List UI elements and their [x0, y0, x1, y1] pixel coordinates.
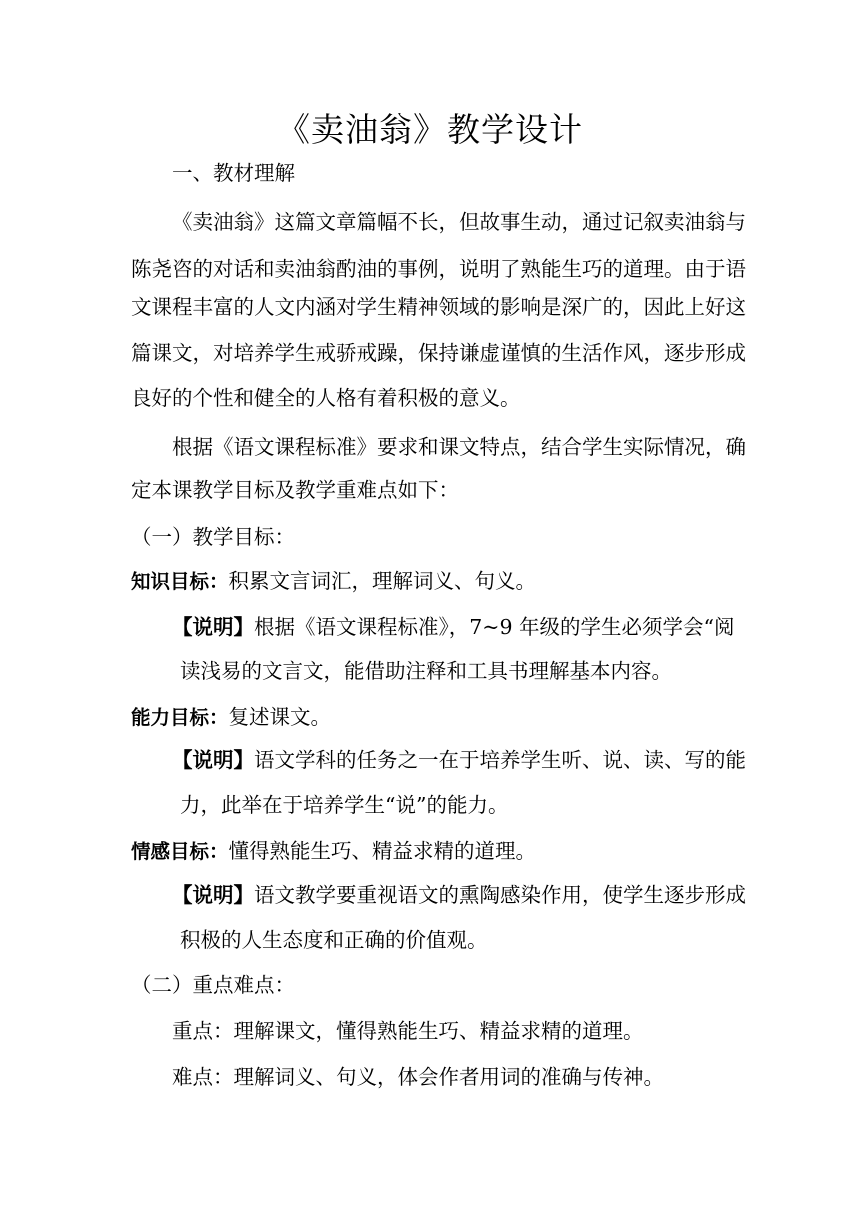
- paragraph-line: 《卖油翁》这篇文章篇幅不长，但故事生动，通过记叙卖油翁与: [172, 210, 746, 234]
- emotion-note-line: 积极的人生态度和正确的价值观。: [180, 928, 488, 952]
- emotion-goal: [131, 836, 536, 867]
- note-label: 【说明】: [172, 615, 254, 639]
- paragraph-line: 文课程丰富的人文内涵对学生精神领域的影响是深广的，因此上好这: [131, 295, 746, 319]
- knowledge-goal: [131, 566, 536, 597]
- emotion-goal-text: 懂得熟能生巧、精益求精的道理。: [228, 839, 537, 863]
- paragraph-line: 定本课教学目标及教学重难点如下：: [131, 478, 459, 502]
- subsection-heading-keypoints: （二）重点难点：: [131, 973, 295, 997]
- emotion-note-line: [172, 880, 746, 910]
- knowledge-goal-label: 知识目标：: [131, 570, 229, 593]
- knowledge-note-line: [172, 612, 735, 642]
- paragraph-line: 陈尧咨的对话和卖油翁酌油的事例，说明了熟能生巧的道理。由于语: [131, 257, 746, 281]
- knowledge-goal-text: 积累文言词汇，理解词义、句义。: [228, 569, 537, 593]
- subsection-heading-goals: （一）教学目标：: [131, 525, 295, 549]
- ability-note-line: 力，此举在于培养学生“说”的能力。: [180, 793, 509, 817]
- note-text: 根据《语文课程标准》，7~9 年级的学生必须学会“阅: [254, 615, 735, 639]
- note-text: 语文学科的任务之一在于培养学生听、说、读、写的能: [254, 748, 746, 772]
- key-point: 重点：理解课文，懂得熟能生巧、精益求精的道理。: [172, 1019, 644, 1043]
- emotion-goal-label: 情感目标：: [131, 840, 229, 863]
- document-title: 《卖油翁》教学设计: [277, 110, 583, 149]
- ability-note-line: [172, 745, 746, 775]
- ability-goal-text: 复述课文。: [228, 705, 332, 729]
- paragraph-line: 篇课文，对培养学生戒骄戒躁，保持谦虚谨慎的生活作风，逐步形成: [131, 341, 746, 365]
- note-label: 【说明】: [172, 748, 254, 772]
- note-label: 【说明】: [172, 883, 254, 907]
- paragraph-line: 根据《语文课程标准》要求和课文特点，结合学生实际情况，确: [172, 435, 746, 459]
- knowledge-note-line: 读浅易的文言文，能借助注释和工具书理解基本内容。: [180, 659, 672, 683]
- difficult-point: 难点：理解词义、句义，体会作者用词的准确与传神。: [172, 1065, 664, 1089]
- note-text: 语文教学要重视语文的熏陶感染作用，使学生逐步形成: [254, 883, 746, 907]
- ability-goal: [131, 702, 331, 733]
- section-heading-textbook: 一、教材理解: [172, 161, 295, 185]
- paragraph-line: 良好的个性和健全的人格有着积极的意义。: [131, 386, 521, 410]
- ability-goal-label: 能力目标：: [131, 706, 229, 729]
